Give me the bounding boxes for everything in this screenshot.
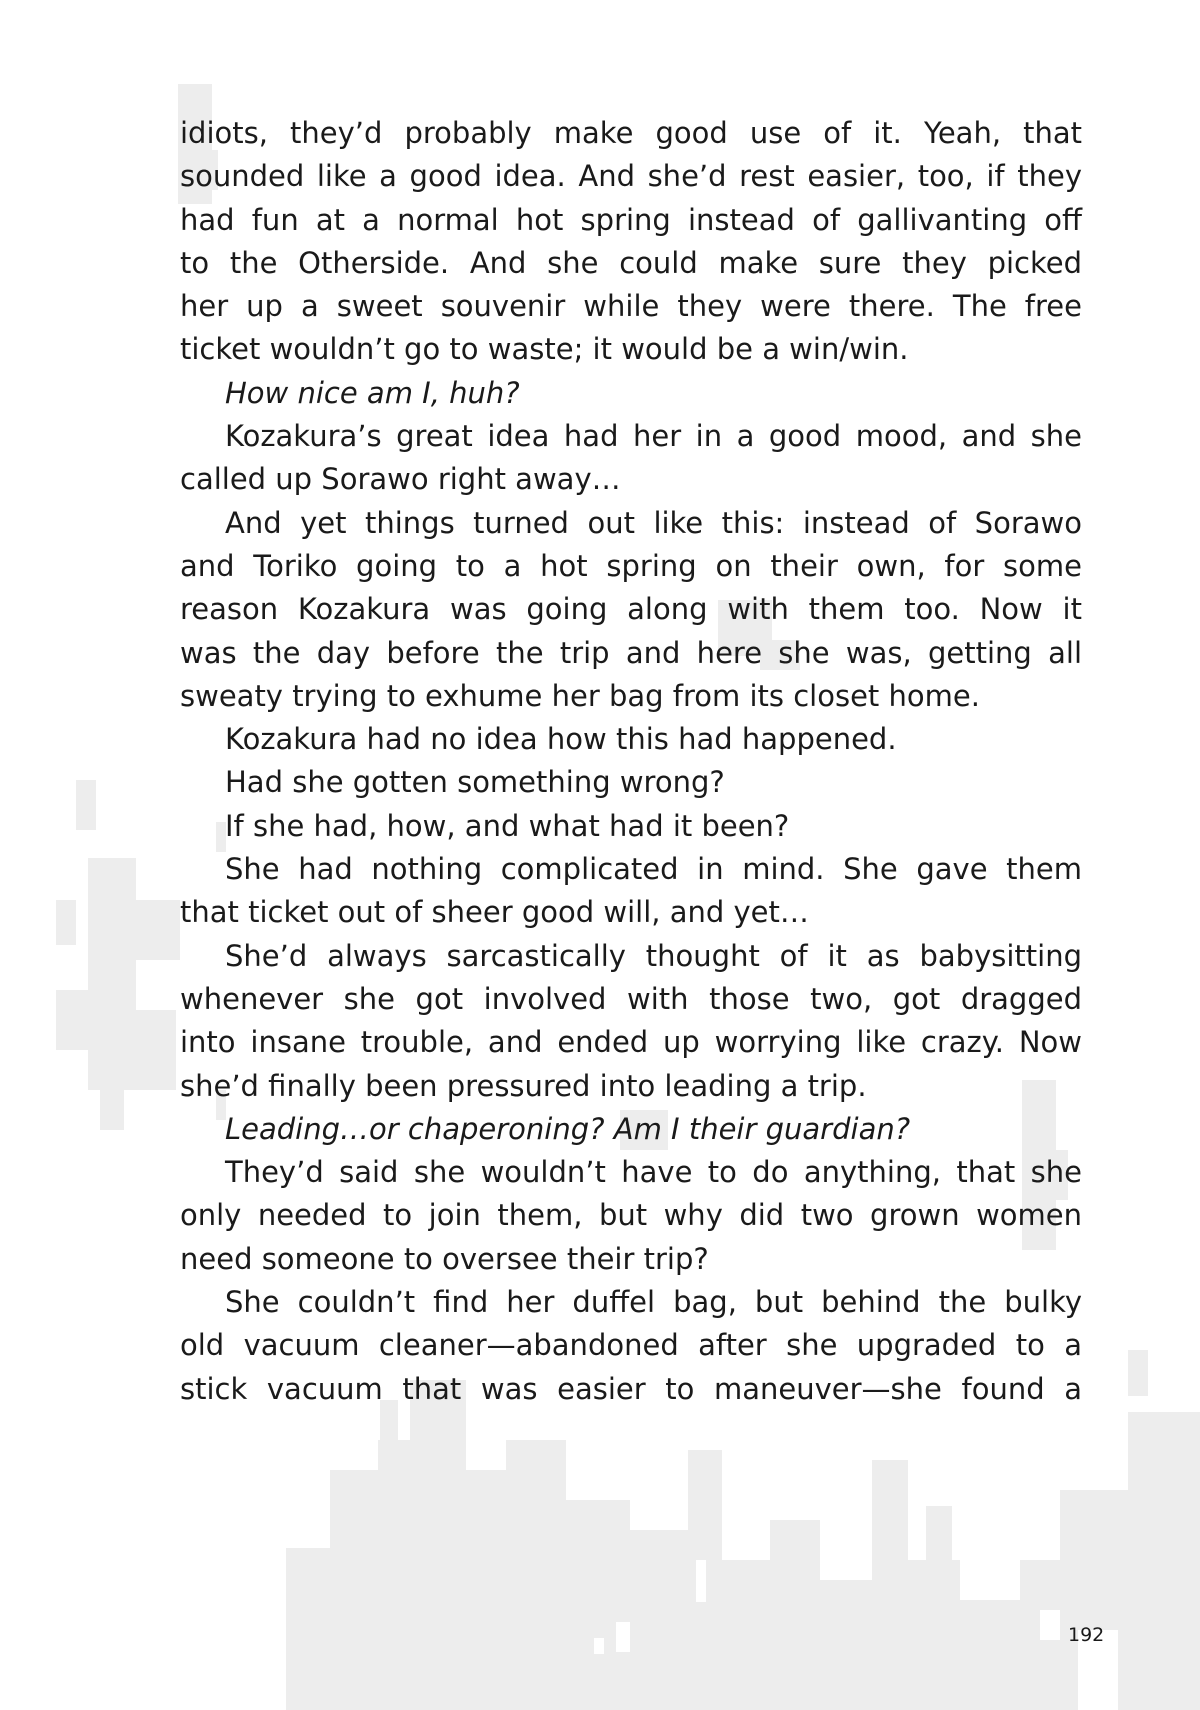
page-number: 192: [1068, 1624, 1105, 1646]
text-line: If she had, how, and what had it been?: [225, 808, 790, 843]
text-line: she’d finally been pressured into leading a trip.: [180, 1068, 867, 1103]
text-line: reason Kozakura was going along with them too. Now it: [180, 592, 1082, 627]
text-line: She couldn’t find her duffel bag, but behind the bulky: [225, 1285, 1082, 1320]
text-line: She’d always sarcastically thought of it as babysitting: [225, 938, 1082, 973]
text-line: whenever she got involved with those two, got dragged: [180, 981, 1082, 1016]
text-line: to the Otherside. And she could make sure they picked: [180, 245, 1082, 280]
page-text: [180, 112, 1082, 1411]
text-line: old vacuum cleaner—abandoned after she upgraded to a: [180, 1328, 1082, 1363]
text-line-italic: How nice am I, huh?: [225, 375, 520, 410]
text-line: her up a sweet souvenir while they were there. The free: [180, 289, 1082, 324]
text-line: Had she gotten something wrong?: [225, 765, 725, 800]
text-line: Kozakura had no idea how this had happened.: [225, 722, 897, 757]
text-line: ticket wouldn’t go to waste; it would be a win/win.: [180, 332, 909, 367]
text-line: And yet things turned out like this: instead of Sorawo: [225, 505, 1082, 540]
text-line: only needed to join them, but why did two grown women: [180, 1198, 1082, 1233]
text-line: called up Sorawo right away…: [180, 462, 621, 497]
text-line: into insane trouble, and ended up worrying like crazy. Now: [180, 1025, 1082, 1060]
text-line: She had nothing complicated in mind. She gave them: [225, 852, 1082, 887]
text-line: Kozakura’s great idea had her in a good mood, and she: [225, 419, 1082, 454]
text-line-italic: Leading…or chaperoning? Am I their guardian?: [225, 1111, 911, 1146]
text-line: idiots, they’d probably make good use of it. Yeah, that: [180, 116, 1082, 150]
text-line: had fun at a normal hot spring instead of gallivanting off: [180, 202, 1082, 237]
text-line: that ticket out of sheer good will, and yet…: [180, 895, 809, 930]
text-line: sweaty trying to exhume her bag from its closet home.: [180, 678, 980, 713]
text-line: need someone to oversee their trip?: [180, 1241, 709, 1276]
text-line: sounded like a good idea. And she’d rest easier, too, if they: [180, 159, 1082, 194]
text-line: and Toriko going to a hot spring on their own, for some: [180, 548, 1082, 583]
text-line: They’d said she wouldn’t have to do anything, that she: [225, 1155, 1082, 1190]
text-line: was the day before the trip and here she was, getting all: [180, 635, 1082, 670]
text-line: stick vacuum that was easier to maneuver—she found a: [180, 1371, 1082, 1406]
